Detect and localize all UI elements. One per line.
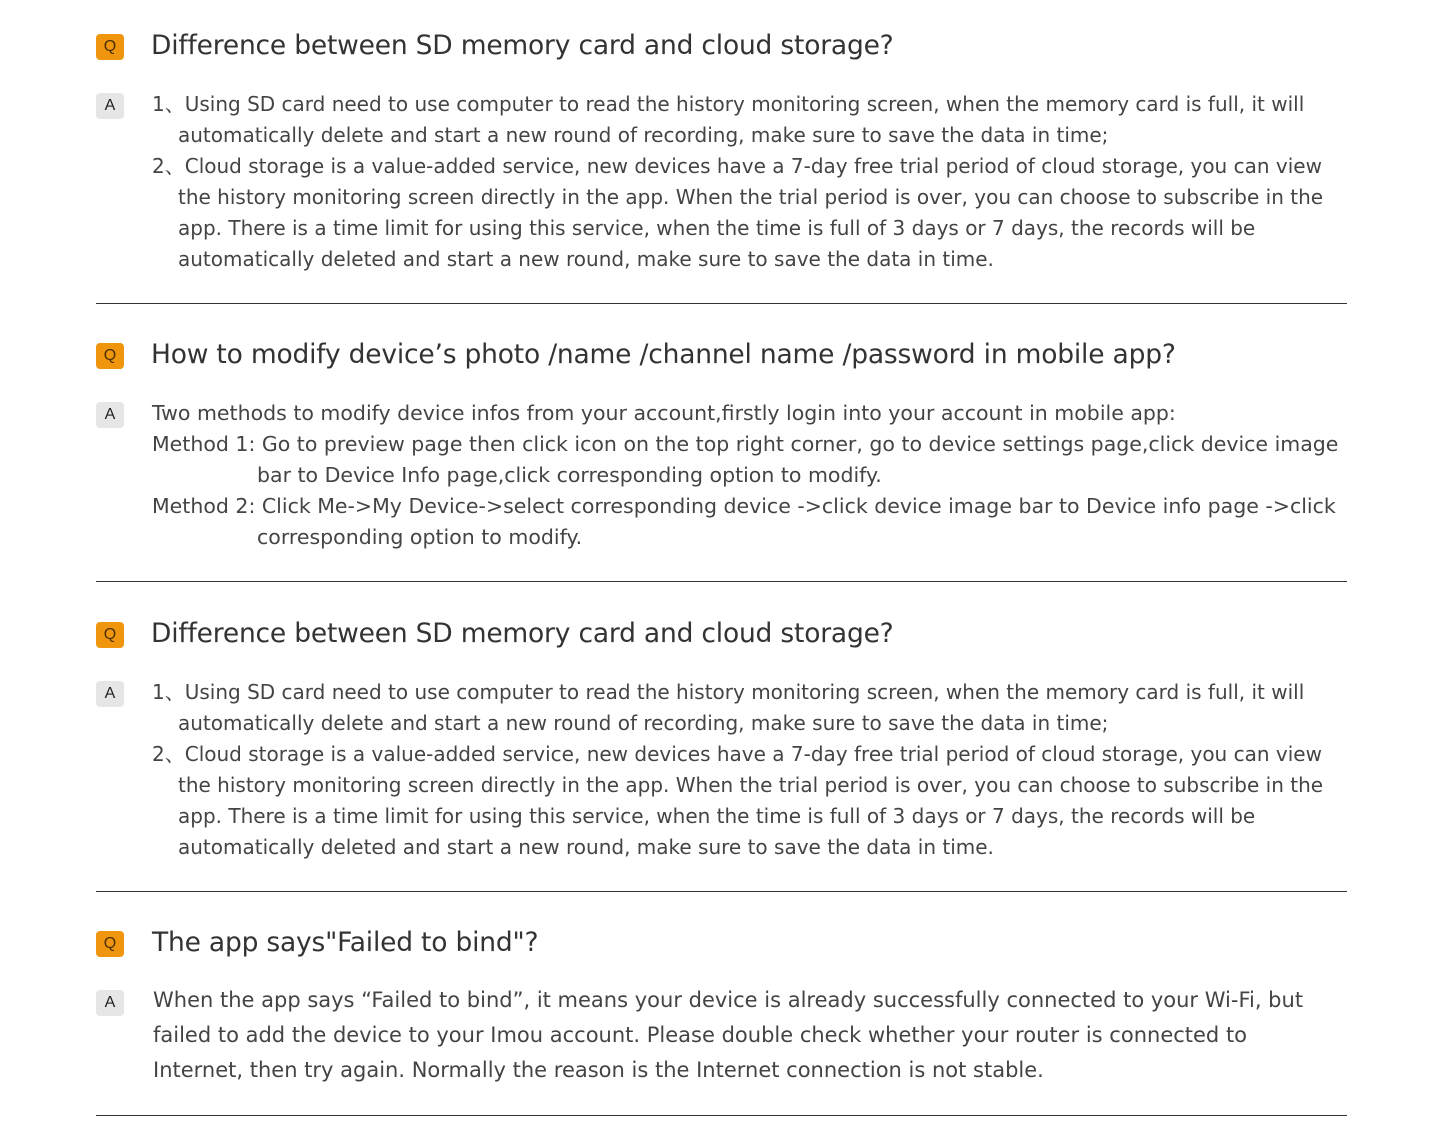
answer-line: Method 1: Go to preview page then click icon on the top right corner, go to device settings page,click device image [152, 432, 1339, 456]
faq-item-4 [96, 897, 1347, 1122]
question-title: Difference between SD memory card and cloud storage? [151, 30, 894, 61]
question-badge: Q [96, 34, 124, 60]
question-title: Difference between SD memory card and cloud storage? [151, 618, 894, 649]
answer-text [152, 398, 1342, 553]
divider [96, 303, 1347, 304]
divider [96, 581, 1347, 582]
answer-badge: A [96, 93, 124, 119]
answer-line: automatically delete and start a new round of recording, make sure to save the data in time; [178, 123, 1109, 147]
question-badge: Q [96, 622, 124, 648]
answer-line: the history monitoring screen directly in the app. When the trial period is over, you can choose to subscribe in the [178, 773, 1324, 797]
answer-line: Method 2: Click Me->My Device->select corresponding device ->click device image bar to Device info page ->click [152, 494, 1336, 518]
faq-item-2 [96, 309, 1347, 584]
answer-line: 1、Using SD card need to use computer to read the history monitoring screen, when the memory card is full, it will [152, 680, 1305, 704]
faq-item-3 [96, 588, 1347, 893]
answer-line: automatically delete and start a new round of recording, make sure to save the data in time; [178, 711, 1109, 735]
answer-line: Two methods to modify device infos from your account,firstly login into your account in mobile app: [152, 401, 1176, 425]
answer-line: corresponding option to modify. [257, 525, 583, 549]
answer-line: 2、Cloud storage is a value-added service, new devices have a 7-day free trial period of cloud storage, you can view [152, 742, 1322, 766]
faq-item-1 [96, 0, 1347, 305]
answer-text [152, 89, 1342, 275]
question-title: How to modify device’s photo /name /channel name /password in mobile app? [151, 339, 1176, 370]
question-badge: Q [96, 931, 124, 957]
answer-line: the history monitoring screen directly in the app. When the trial period is over, you can choose to subscribe in the [178, 185, 1324, 209]
answer-line: bar to Device Info page,click corresponding option to modify. [257, 463, 882, 487]
divider [96, 891, 1347, 892]
answer-line: 2、Cloud storage is a value-added service, new devices have a 7-day free trial period of cloud storage, you can view [152, 154, 1322, 178]
answer-line: 1、Using SD card need to use computer to read the history monitoring screen, when the memory card is full, it will [152, 92, 1305, 116]
answer-badge: A [96, 402, 124, 428]
divider [96, 1115, 1347, 1116]
answer-line: automatically deleted and start a new round, make sure to save the data in time. [178, 835, 994, 859]
answer-line: app. There is a time limit for using this service, when the time is full of 3 days or 7 days, the records will be [178, 216, 1256, 240]
answer-text [152, 677, 1342, 863]
question-badge: Q [96, 343, 124, 369]
question-title: The app says"Failed to bind"? [152, 927, 539, 958]
answer-line: app. There is a time limit for using this service, when the time is full of 3 days or 7 days, the records will be [178, 804, 1256, 828]
answer-line: automatically deleted and start a new round, make sure to save the data in time. [178, 247, 994, 271]
answer-badge: A [96, 681, 124, 707]
answer-badge: A [96, 990, 124, 1016]
answer-text [153, 983, 1338, 1088]
answer-paragraph: When the app says “Failed to bind”, it means your device is already successfully connected to your Wi-Fi, but failed to add the device to your Imou account. Please double check whether your router is connected to Internet, then try again. Normally the reason is the Internet connection is not stable. [153, 988, 1304, 1082]
